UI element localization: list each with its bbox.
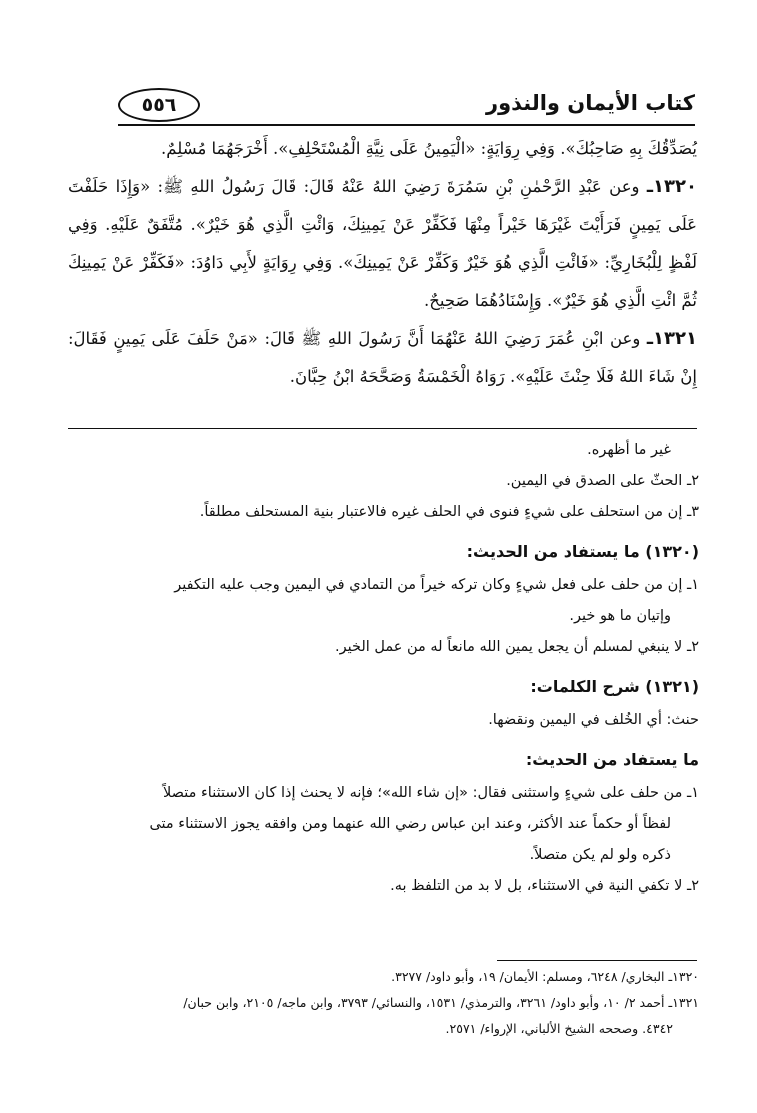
section-heading-1321-words: (١٣٢١) شرح الكلمات: [530, 677, 699, 696]
hadith-1320-text: وعن عَبْدِ الرَّحْمٰنِ بْنِ سَمُرَةَ رَضِيَ اللهُ عَنْهُ قَالَ: قَالَ رَسُولُ اللهِ ﷺ: «وَإِذَا حَلَفْتَ عَلَى يَمِينٍ فَرَأَيْتَ غَيْرَهَا خَيْراً مِنْهَا فَكَفِّرْ عَنْ يَمِينِكَ، وَائْتِ الَّذِي هُوَ خَيْرٌ». مُتَّفَقٌ عَلَيْهِ. وَفِي لَفْظٍ لِلْبُخَارِيِّ: «فَائْتِ الَّذِي هُوَ خَيْرٌ وَكَفِّرْ عَنْ يَمِينِكَ». وَفِي رِوَايَةٍ لأَبِي دَاوُدَ: «فَكَفِّرْ عَنْ يَمِينِكَ ثُمَّ ائْتِ الَّذِي هُوَ خَيْرٌ». وَإِسْنَادُهُمَا صَحِيحٌ. [68, 177, 697, 310]
book-title: كتاب الأيمان والنذور [486, 91, 695, 115]
hadith-1321 [68, 320, 697, 396]
hadith-number-1321: ١٣٢١ـ [646, 328, 697, 349]
benefit-item-continuation: ذكره ولو لم يكن متصلاً. [529, 847, 671, 863]
footnote-1321: ١٣٢١ـ أحمد ٢/ ١٠، وأبو داود/ ٣٢٦١، والترمذي/ ١٥٣١، والنسائي/ ٣٧٩٣، وابن ماجه/ ٢١٠٥، وابن حبان/ [183, 995, 699, 1010]
section-heading-1320-benefits: (١٣٢٠) ما يستفاد من الحديث: [466, 542, 699, 561]
page-number: ٥٥٦ [118, 88, 200, 122]
footnote-1320: ١٣٢٠ـ البخاري/ ٦٢٤٨، ومسلم: الأيمان/ ١٩، وأبو داود/ ٣٢٧٧. [391, 969, 699, 984]
section-divider [68, 428, 697, 429]
commentary-line: ٣ـ إن من استحلف على شيءٍ فنوى في الحلف غيره فالاعتبار بنية المستحلف مطلقاً. [199, 504, 699, 520]
section-heading-1321-benefits: ما يستفاد من الحديث: [525, 750, 699, 769]
hadith-1321-text: وعن ابْنِ عُمَرَ رَضِيَ اللهُ عَنْهُمَا أَنَّ رَسُولَ اللهِ ﷺ قَالَ: «مَنْ حَلَفَ عَلَى يَمِينٍ فَقَالَ: إِنْ شَاءَ اللهُ فَلَا حِنْثَ عَلَيْهِ». رَوَاهُ الْخَمْسَةُ وَصَحَّحَهُ ابْنُ حِبَّانَ. [68, 329, 697, 386]
header-rule [118, 124, 695, 126]
footnote-1321-continuation: ٤٣٤٢. وصححه الشيخ الألباني، الإرواء/ ٢٥٧١. [445, 1021, 673, 1036]
hadith-text-block [68, 130, 697, 415]
benefit-item: ١ـ إن من حلف على فعل شيءٍ وكان تركه خيراً من التمادي في اليمين وجب عليه التكفير [174, 577, 699, 593]
footnotes-block [66, 964, 699, 1042]
commentary-block [66, 435, 699, 955]
benefit-item-continuation: وإتيان ما هو خير. [569, 608, 671, 624]
hadith-continuation: يُصَدِّقُكَ بِهِ صَاحِبُكَ». وَفِي رِوَايَةٍ: «الْيَمِينُ عَلَى نِيَّةِ الْمُسْتَحْلِفِ». أَخْرَجَهُمَا مُسْلِمٌ. [161, 139, 697, 158]
benefit-item-continuation: لفظاً أو حكماً عند الأكثر، وعند ابن عباس رضي الله عنهما ومن وافقه يجوز الاستثناء متى [149, 816, 671, 832]
benefit-item: ١ـ من حلف على شيءٍ واستثنى فقال: «إن شاء الله»؛ فإنه لا يحنث إذا كان الاستثناء متصلاً [163, 785, 699, 801]
benefit-item: ٢ـ لا تكفي النية في الاستثناء، بل لا بد من التلفظ به. [390, 878, 699, 894]
footnote-rule [497, 960, 697, 961]
page-header [110, 88, 695, 124]
hadith-number-1320: ١٣٢٠ـ [646, 176, 697, 197]
commentary-line: غير ما أظهره. [587, 442, 671, 458]
word-explanation: حنث: أي الخُلف في اليمين ونقضها. [488, 712, 699, 728]
hadith-1320 [68, 168, 697, 320]
benefit-item: ٢ـ لا ينبغي لمسلم أن يجعل يمين الله مانعاً له من عمل الخير. [334, 639, 699, 655]
commentary-line: ٢ـ الحثّ على الصدق في اليمين. [506, 473, 699, 489]
